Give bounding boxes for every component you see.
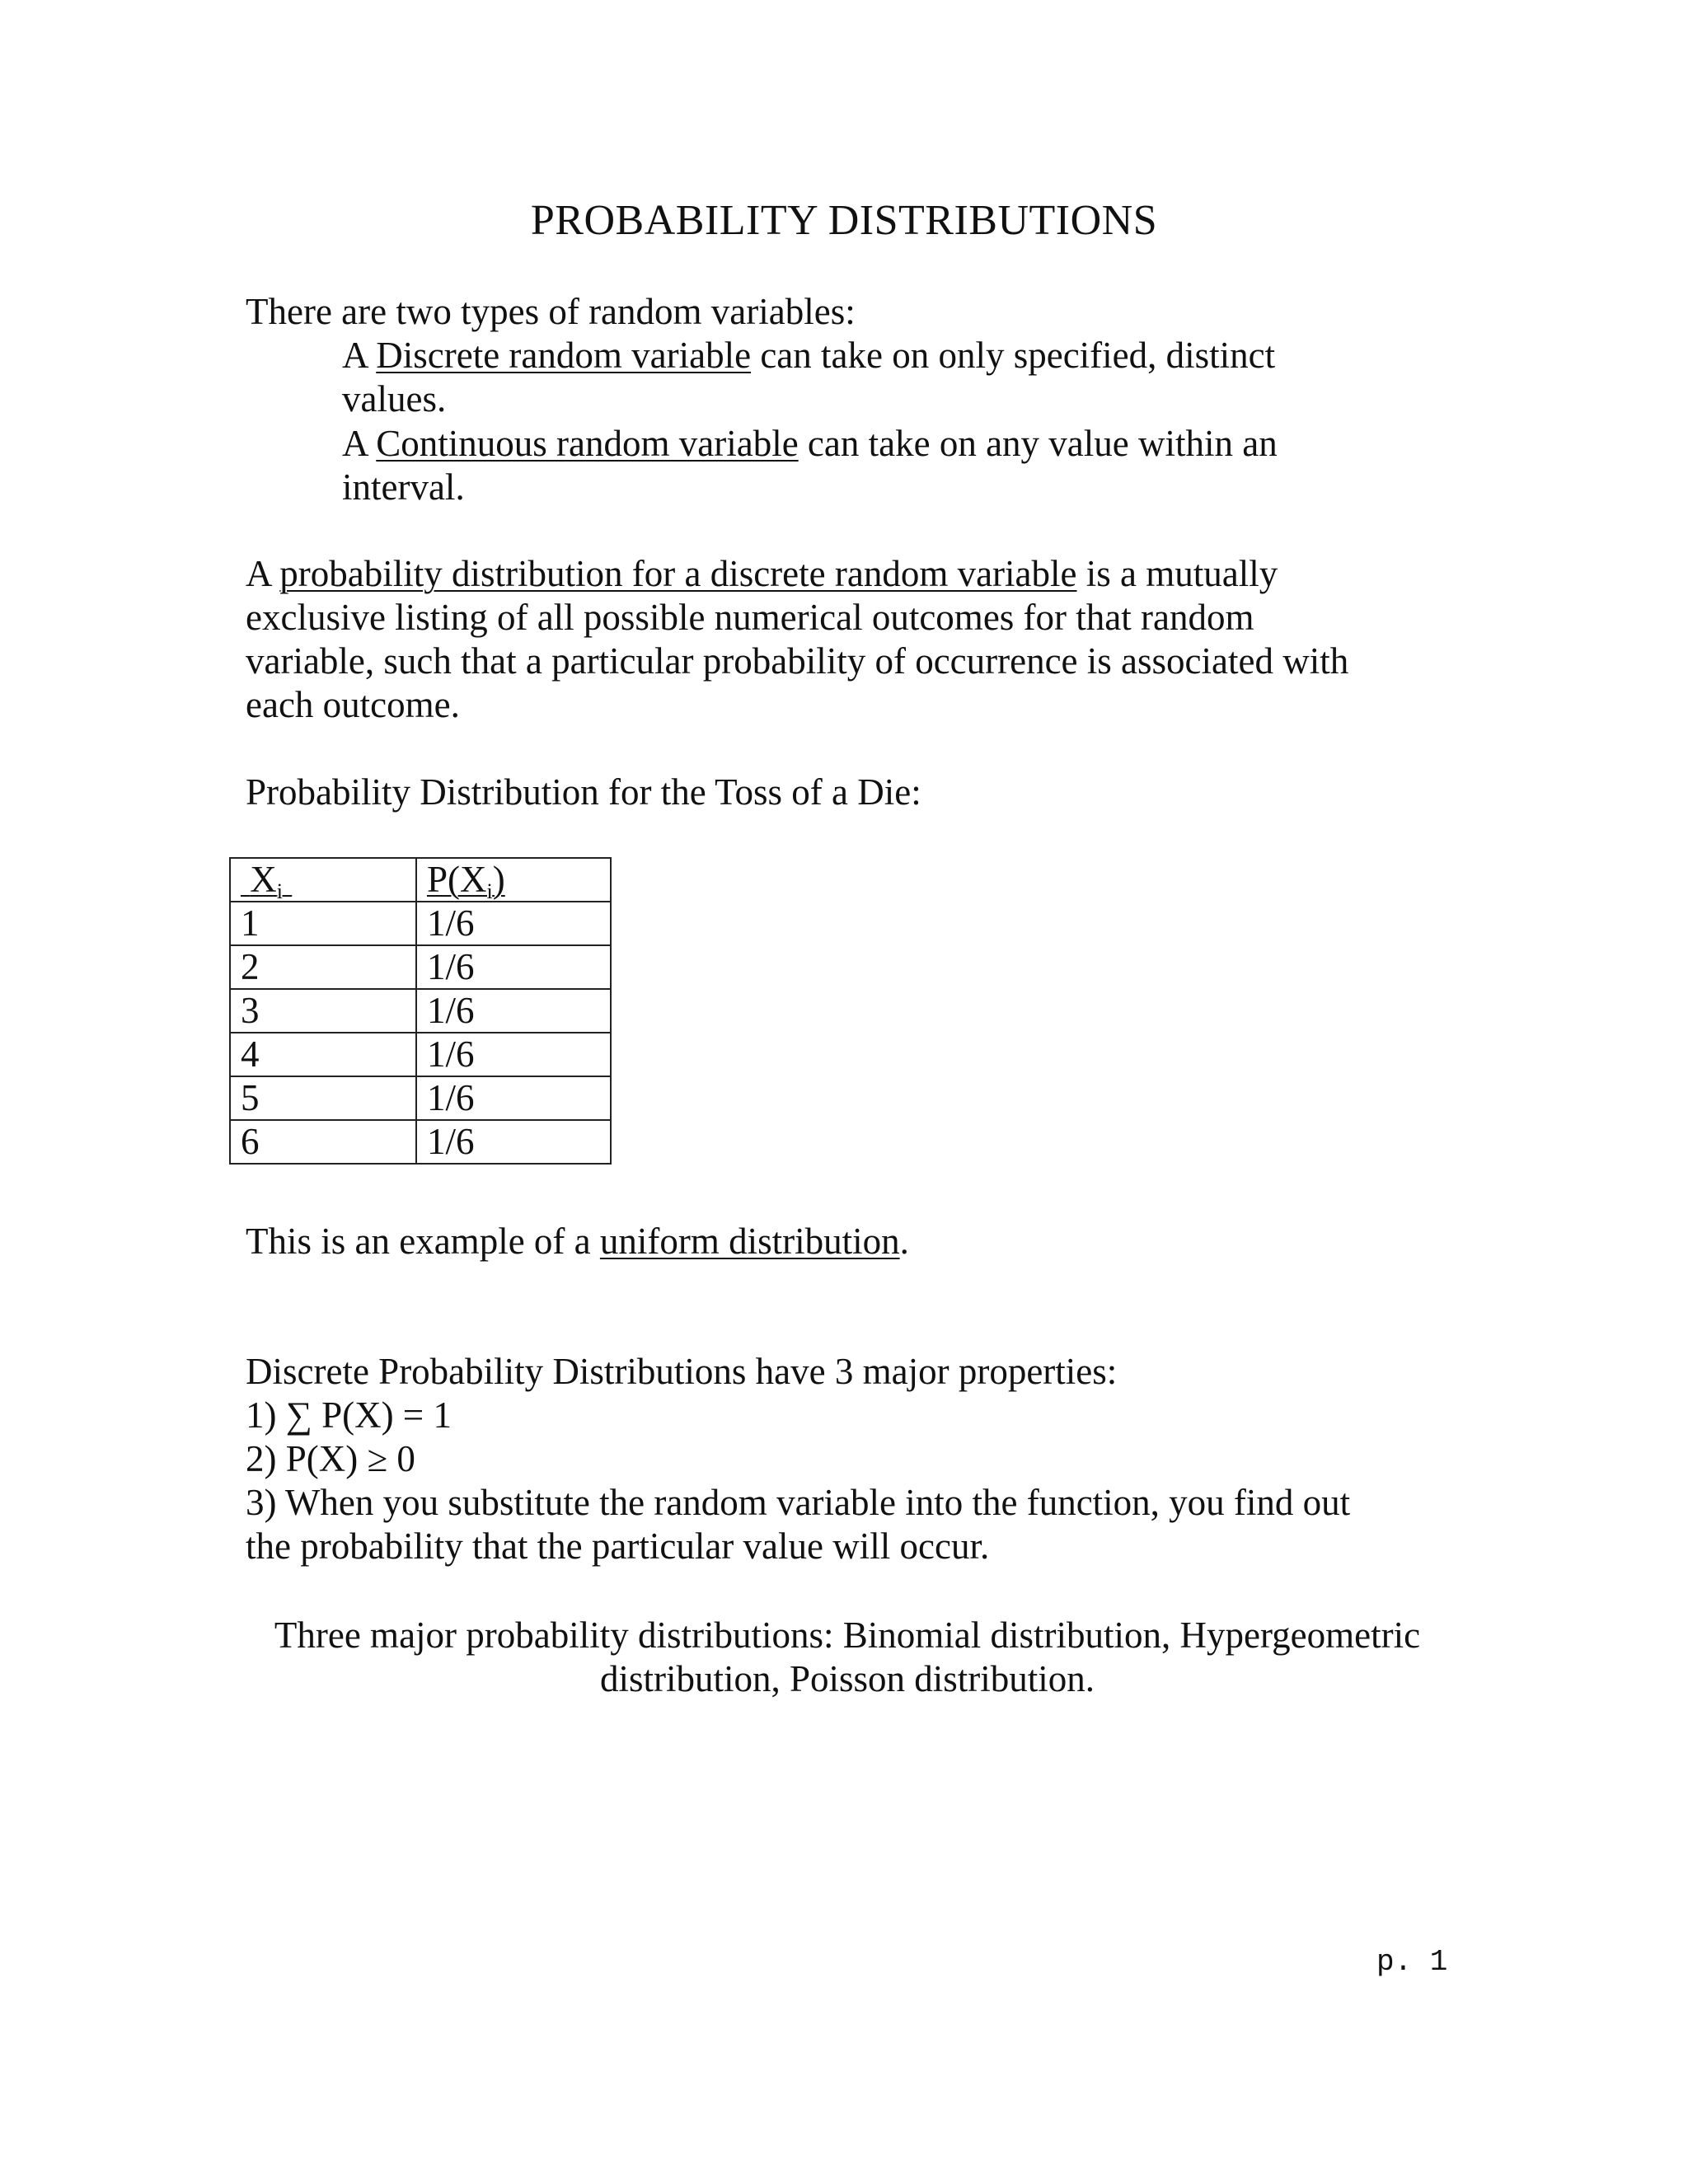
table-row xyxy=(230,902,611,945)
table-caption: Probability Distribution for the Toss of a Die: xyxy=(246,771,921,813)
three-major-distributions: Three major probability distributions: Binomial distribution, Hypergeometric distribution, Poisson distribution. xyxy=(274,1615,1421,1699)
continuous-definition-line2: interval. xyxy=(342,466,465,508)
properties-list xyxy=(246,1350,1441,1568)
page-title: PROBABILITY DISTRIBUTIONS xyxy=(530,197,1158,244)
uniform-example: This is an example of a uniform distribution. xyxy=(246,1221,909,1262)
cell-x: 3 xyxy=(230,989,416,1033)
discrete-definition-line1: A Discrete random variable can take on only specified, distinct xyxy=(342,335,1276,376)
cell-p: 1/6 xyxy=(416,989,611,1033)
cell-p: 1/6 xyxy=(416,1076,611,1120)
properties-lead: Discrete Probability Distributions have 3 major properties: xyxy=(246,1351,1118,1392)
table-row xyxy=(230,989,611,1033)
die-distribution-table xyxy=(229,857,612,1165)
property-2: 2) P(X) ≥ 0 xyxy=(246,1438,415,1479)
header-pxi: $P(X_i)$ xyxy=(416,858,611,902)
table-header-row xyxy=(230,858,611,902)
page-number: p. 1 xyxy=(1376,1945,1448,1979)
probability-distribution-term: probability distribution for a discrete random variable xyxy=(279,553,1077,594)
cell-x: 5 xyxy=(230,1076,416,1120)
table-row xyxy=(230,1076,611,1120)
probability-distribution-definition: A probability distribution for a discrete random variable is a mutually exclusive listing of all possible numerical outcomes for that random variable, such that a particular probability of occurrence is associated with each outcome. xyxy=(246,553,1349,725)
cell-x: 4 xyxy=(230,1033,416,1076)
cell-x: 1 xyxy=(230,902,416,945)
continuous-definition-line1: A Continuous random variable can take on any value within an xyxy=(342,423,1278,464)
cell-p: 1/6 xyxy=(416,1033,611,1076)
cell-x: 6 xyxy=(230,1120,416,1164)
property-1: 1) ∑ P(X) = 1 xyxy=(246,1394,452,1436)
cell-p: 1/6 xyxy=(416,1120,611,1164)
cell-p: 1/6 xyxy=(416,945,611,989)
table-row xyxy=(230,1033,611,1076)
property-3-line1: 3) When you substitute the random variable into the function, you find out xyxy=(246,1482,1351,1523)
uniform-term: uniform distribution xyxy=(599,1221,900,1262)
header-xi: $X_i$ xyxy=(230,858,416,902)
cell-x: 2 xyxy=(230,945,416,989)
continuous-definition xyxy=(342,422,1372,509)
intro-lead: There are two types of random variables: xyxy=(246,291,856,332)
discrete-definition-line2: values. xyxy=(342,378,447,419)
discrete-term: Discrete random variable xyxy=(376,335,752,376)
continuous-term: Continuous random variable xyxy=(376,423,799,464)
table-row xyxy=(230,945,611,989)
cell-p: 1/6 xyxy=(416,902,611,945)
table-row xyxy=(230,1120,611,1164)
discrete-definition xyxy=(342,334,1372,421)
property-3-line2: the probability that the particular value will occur. xyxy=(246,1526,990,1567)
